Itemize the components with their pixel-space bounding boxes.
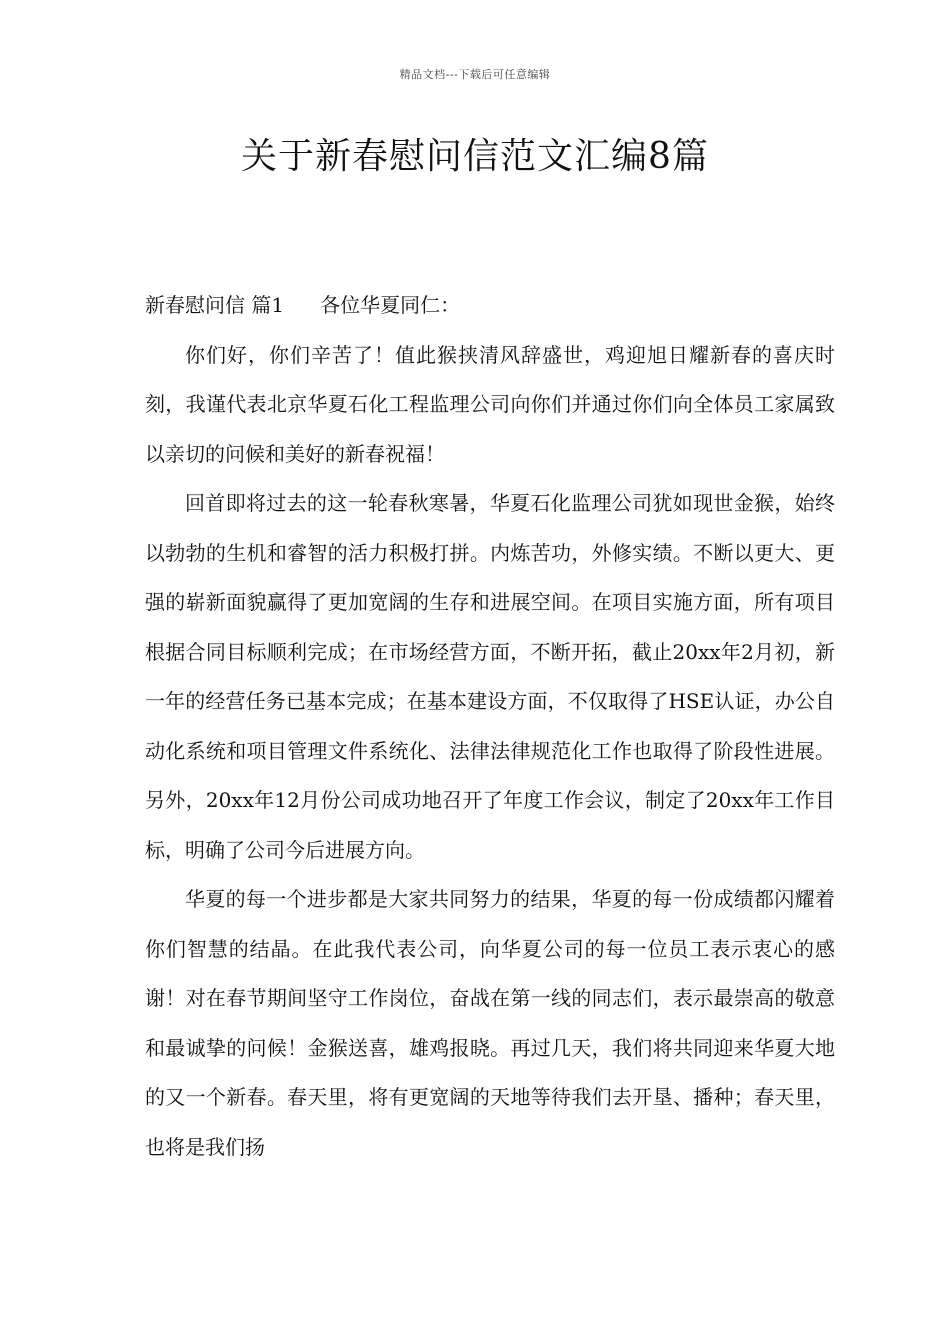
paragraph-thanks: 华夏的每一个进步都是大家共同努力的结果，华夏的每一份成绩都闪耀着你们智慧的结晶。在此我代表公司，向华夏公司的每一位员工表示衷心的感谢！对在春节期间坚守工作岗位，奋战在第一线的同志们，表示最崇高的敬意和最诚挚的问候！金猴送喜，雄鸡报晓。再过几天，我们将共同迎来华夏大地的又一个新春。春天里，将有更宽阔的天地等待我们去开垦、播种；春天里，也将是我们扬 bbox=[145, 887, 835, 1159]
paragraph-greeting: 你们好，你们辛苦了！值此猴挟清风辞盛世，鸡迎旭日耀新春的喜庆时刻，我谨代表北京华夏石化工程监理公司向你们并通过你们向全体员工家属致以亲切的问候和美好的新春祝福！ bbox=[145, 342, 835, 466]
document-body bbox=[145, 281, 835, 1172]
page-header-note: 精品文档---下载后可任意编辑 bbox=[399, 68, 551, 81]
document-title: 关于新春慰问信范文汇编8篇 bbox=[241, 136, 709, 177]
section-label: 新春慰问信 篇1 bbox=[145, 293, 285, 317]
opening-line bbox=[145, 281, 835, 331]
paragraph-review: 回首即将过去的这一轮春秋寒暑，华夏石化监理公司犹如现世金猴，始终以勃勃的生机和睿智的活力积极打拼。内炼苦功，外修实绩。不断以更大、更强的崭新面貌赢得了更加宽阔的生存和进展空间。在项目实施方面，所有项目根据合同目标顺利完成；在市场经营方面，不断开拓，截止20xx年2月初，新一年的经营任务已基本完成；在基本建设方面，不仅取得了HSE认证，办公自动化系统和项目管理文件系统化、法律法律规范化工作也取得了阶段性进展。另外，20xx年12月份公司成功地召开了年度工作会议，制定了20xx年工作目标，明确了公司今后进展方向。 bbox=[145, 491, 835, 862]
salutation: 各位华夏同仁： bbox=[320, 293, 461, 317]
